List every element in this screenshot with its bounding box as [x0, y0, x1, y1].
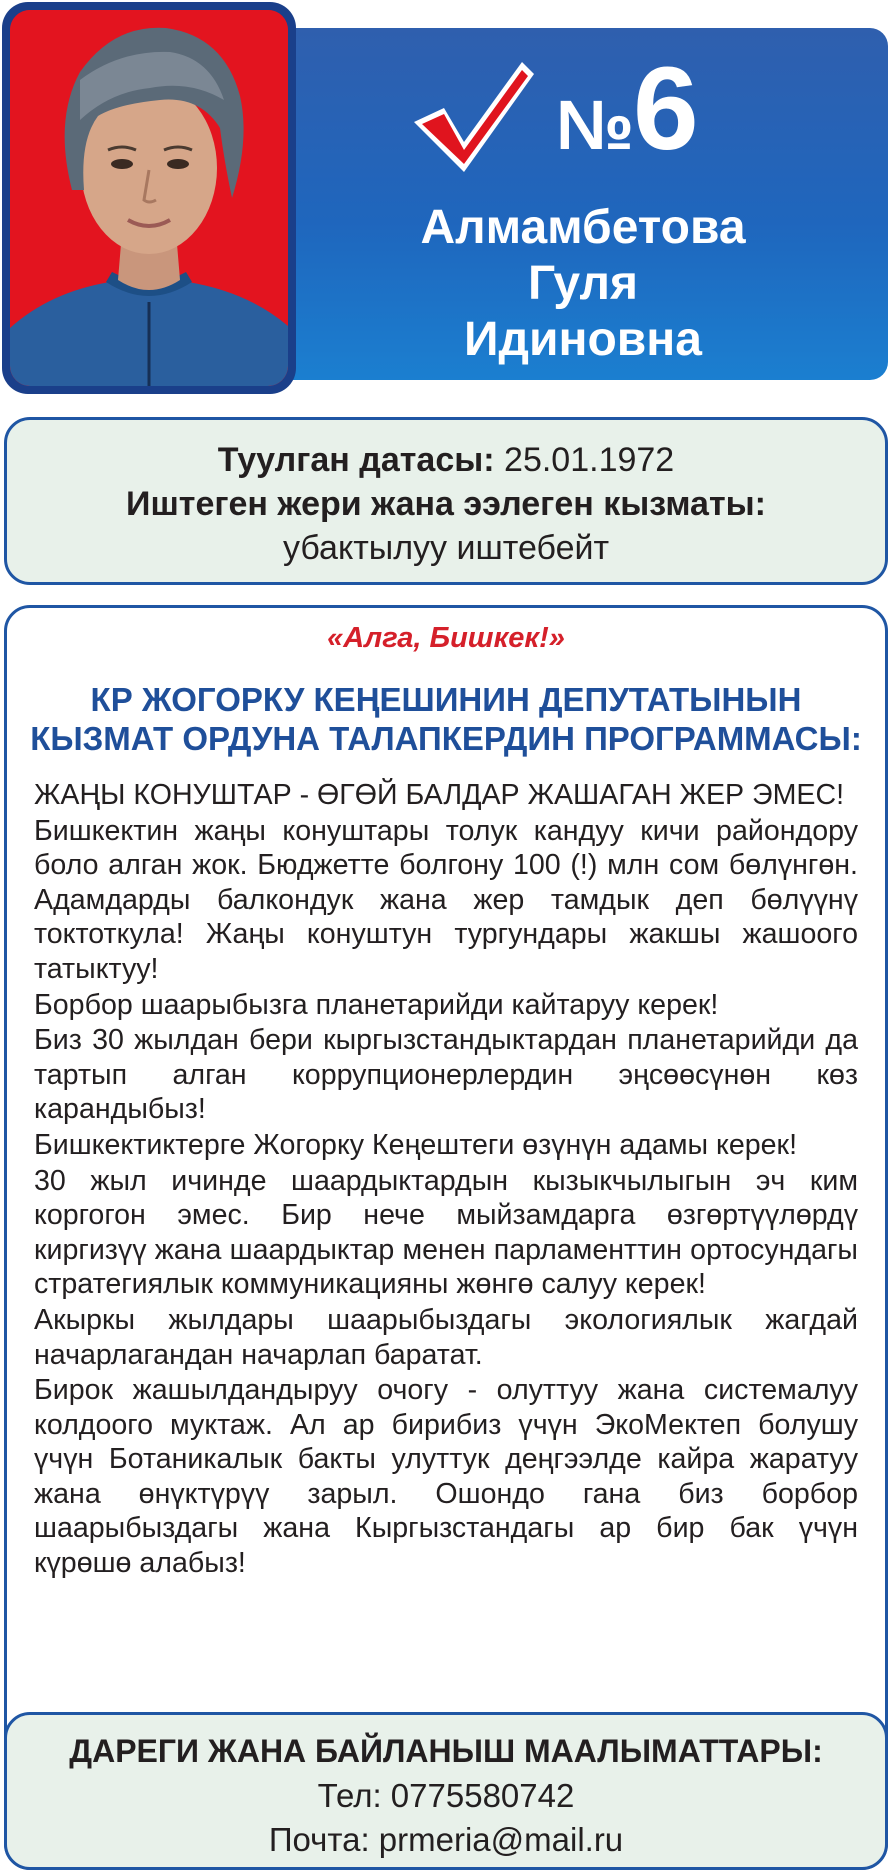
program-paragraph: Бишкектин жаңы конуштары толук кандуу кичи райондору боло алган жок. Бюджетте болгону 100 (!) млн сом бөлүнгөн. Адамдарды балкондук жана жер тамдык деп бөлүүнү токтоткула! Жаңы конуштун тургундары жакшы жашоого татыктуу!: [34, 814, 858, 985]
program-paragraph: Бишкектиктерге Жогорку Кеңештеги өзүнүн адамы керек!: [34, 1128, 798, 1161]
contacts-box: [4, 1712, 888, 1870]
program-paragraph: 30 жыл ичинде шаардыктардын кызыкчылыгын эч ким коргогон эмес. Бир нече мыйзамдарга өзгөртүүлөрдү киргизүү жана шаардыктар менен парламенттин ортосундагы стратегиялык коммуникацияны жөнгө салуу керек!: [34, 1164, 858, 1301]
program-paragraph: ЖАҢЫ КОНУШТАР - ӨГӨЙ БАЛДАР ЖАШАГАН ЖЕР ЭМЕС!: [34, 779, 845, 811]
contacts-title: ДАРЕГИ ЖАНА БАЙЛАНЫШ МААЛЫМАТТАРЫ:: [69, 1733, 823, 1769]
phone-line: Тел: 0775580742: [317, 1777, 575, 1814]
birth-date-line: [7, 438, 885, 482]
birth-date-label: Туулган датасы:: [217, 441, 495, 479]
candidate-photo: [10, 10, 288, 386]
portrait-illustration: [10, 10, 288, 386]
candidate-first-name: Гуля: [528, 257, 638, 310]
work-label: Иштеген жери жана ээлеген кызматы:: [126, 485, 766, 523]
candidate-surname: Алмамбетова: [420, 201, 746, 254]
email-line: Почта: prmeria@mail.ru: [268, 1821, 624, 1858]
program-paragraph: Акыркы жылдары шаарыбыздагы экологиялык жагдай начарлагандан начарлап баратат.: [34, 1303, 858, 1371]
number-digit: 6: [633, 43, 698, 175]
candidate-patronymic: Идиновна: [464, 313, 702, 366]
program-title-line: КР ЖОГОРКУ КЕҢЕШИНИН ДЕПУТАТЫНЫН: [90, 681, 802, 718]
program-title: [20, 680, 872, 758]
candidate-number: [556, 43, 698, 175]
candidate-photo-frame: [2, 2, 296, 394]
checkmark-icon: [408, 56, 538, 178]
program-body: [34, 778, 858, 1581]
work-value: убактылуу иштебейт: [282, 529, 610, 567]
program-paragraph: Бирок жашылдандыруу очогу - олуттуу жана системалуу колдоого муктаж. Ал ар бирибиз үчүн ЭкоМектеп болушу үчүн Ботаникалык бакты улуттук деңгээлде кайра жаратуу жана өнүктүрүү зарыл. Ошондо гана биз борбор шаарыбыздагы жана Кыргызстандагы ар бир бак үчүн күрөшө алабыз!: [34, 1374, 858, 1580]
candidate-name: [346, 200, 820, 368]
program-title-line: КЫЗМАТ ОРДУНА ТАЛАПКЕРДИН ПРОГРАММАСЫ:: [30, 720, 862, 757]
candidate-info-box: [4, 417, 888, 585]
number-sign: №: [556, 86, 634, 164]
program-paragraph: Биз 30 жылдан бери кыргызстандыктардан планетарийди да тартып алган коррупционерлердин эңсөөсүнөн көз карандыбыз!: [34, 1024, 858, 1126]
program-paragraph: Борбор шаарыбызга планетарийди кайтаруу керек!: [34, 988, 719, 1021]
birth-date-value: 25.01.1972: [504, 441, 675, 479]
slogan: «Алга, Бишкек!»: [327, 622, 565, 654]
